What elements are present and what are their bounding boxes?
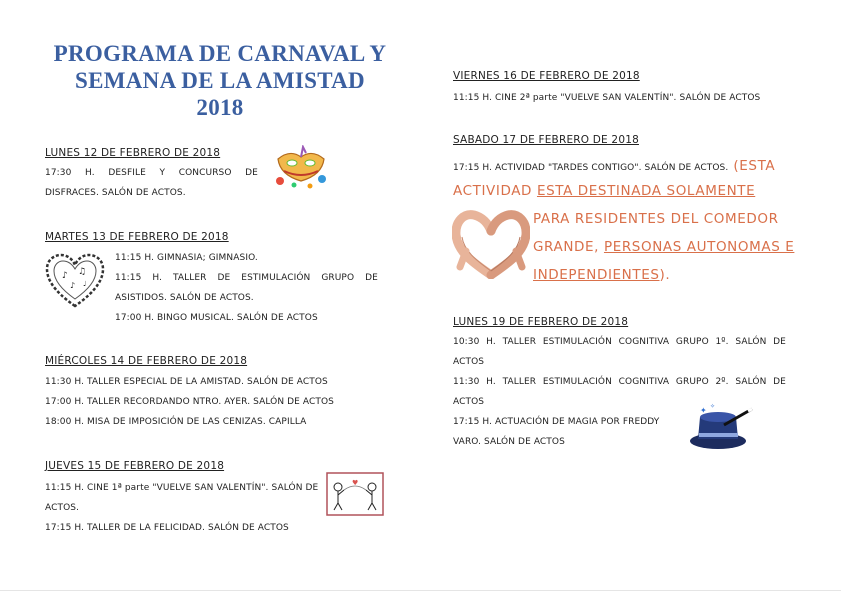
word: SALÓN xyxy=(735,337,767,347)
miercoles14-line-3: 18:00 H. MISA DE IMPOSICIÓN DE LAS CENIZAS. CAPILLA xyxy=(45,417,307,427)
highlight-text: ). xyxy=(659,267,671,283)
highlight-underlined: ESTA DESTINADA SOLAMENTE xyxy=(536,183,756,199)
word: DE xyxy=(245,168,258,178)
word: DE xyxy=(365,273,378,283)
martes13-line-2 xyxy=(115,273,378,283)
jueves15-line-1: 11:15 H. CINE 1ª parte "VUELVE SAN VALENTÍN". SALÓN DE xyxy=(45,483,319,493)
highlight-text: ACTIVIDAD xyxy=(453,183,533,199)
jueves15-line-2: ACTOS. xyxy=(45,503,80,513)
martes13-line-1: 11:15 H. GIMNASIA; GIMNASIO. xyxy=(115,253,258,263)
word: COGNITIVA xyxy=(618,337,670,347)
highlight-underlined: PERSONAS AUTONOMAS E xyxy=(603,239,795,255)
word: TALLER xyxy=(502,377,537,387)
section-header-lunes-12: LUNES 12 DE FEBRERO DE 2018 xyxy=(45,147,221,159)
word: CONCURSO xyxy=(178,168,232,178)
svg-text:♪: ♪ xyxy=(70,281,76,290)
section-header-viernes-16: VIERNES 16 DE FEBRERO DE 2018 xyxy=(453,70,640,82)
section-header-jueves-15: JUEVES 15 DE FEBRERO DE 2018 xyxy=(45,460,225,472)
lunes19-line-4: ACTOS xyxy=(453,397,485,407)
word: 1º. xyxy=(715,337,729,347)
svg-text:✧: ✧ xyxy=(710,403,716,410)
bottom-divider xyxy=(0,590,841,591)
word: 17:30 xyxy=(45,168,72,178)
sabado17-big-line-5 xyxy=(533,267,670,283)
word: 11:15 xyxy=(115,273,142,283)
word: SALÓN xyxy=(735,377,767,387)
miercoles14-line-2: 17:00 H. TALLER RECORDANDO NTRO. AYER. SALÓN DE ACTOS xyxy=(45,397,334,407)
word: 2º. xyxy=(715,377,729,387)
martes13-line-3: ASISTIDOS. SALÓN DE ACTOS. xyxy=(115,293,254,303)
sabado17-text: 17:15 H. ACTIVIDAD "TARDES CONTIGO". SALÓN DE ACTOS. xyxy=(453,163,729,173)
jueves15-line-3: 17:15 H. TALLER DE LA FELICIDAD. SALÓN DE ACTOS xyxy=(45,523,289,533)
word: DESFILE xyxy=(108,168,146,178)
highlight-underlined: INDEPENDIENTES xyxy=(533,267,660,283)
title-line-1: PROGRAMA DE CARNAVAL Y xyxy=(53,41,387,66)
svg-text:♥: ♥ xyxy=(352,479,359,487)
word: GRUPO xyxy=(675,337,709,347)
viernes16-line-1: 11:15 H. CINE 2ª parte "VUELVE SAN VALENTÍN". SALÓN DE ACTOS xyxy=(453,93,761,103)
friendship-phone-icon xyxy=(326,472,384,516)
word: Y xyxy=(159,168,166,178)
sabado17-big-line-2 xyxy=(453,183,755,199)
section-header-martes-13: MARTES 13 DE FEBRERO DE 2018 xyxy=(45,231,229,243)
lunes19-line-2: ACTOS xyxy=(453,357,485,367)
word: DE xyxy=(217,273,231,283)
word: GRUPO xyxy=(675,377,709,387)
word: DE xyxy=(773,337,786,347)
miercoles14-line-1: 11:30 H. TALLER ESPECIAL DE LA AMISTAD. SALÓN DE ACTOS xyxy=(45,377,328,387)
word: DE xyxy=(773,377,786,387)
magic-hat-icon xyxy=(688,403,756,453)
section-header-sabado-17: SABADO 17 DE FEBRERO DE 2018 xyxy=(453,134,639,146)
word: 11:30 xyxy=(453,377,480,387)
highlight-text: (ESTA xyxy=(733,158,776,174)
svg-text:✦: ✦ xyxy=(700,406,707,415)
word: COGNITIVA xyxy=(618,377,670,387)
word: ESTIMULACIÓN xyxy=(542,377,612,387)
sabado17-big-line-4 xyxy=(533,239,794,255)
word: 10:30 xyxy=(453,337,480,347)
lunes19-line-5: 17:15 H. ACTUACIÓN DE MAGIA POR FREDDY xyxy=(453,417,660,427)
svg-text:♩: ♩ xyxy=(83,280,87,288)
martes13-line-4: 17:00 H. BINGO MUSICAL. SALÓN DE ACTOS xyxy=(115,313,318,323)
sabado17-big-line-3: PARA RESIDENTES DEL COMEDOR xyxy=(533,211,779,227)
word: ESTIMULACIÓN xyxy=(542,337,612,347)
word: ESTIMULACIÓN xyxy=(241,273,311,283)
heart-hands-icon xyxy=(452,207,530,279)
svg-text:♪: ♪ xyxy=(62,271,68,281)
title-line-2: SEMANA DE LA AMISTAD xyxy=(75,68,365,93)
lunes12-line-2: DISFRACES. SALÓN DE ACTOS. xyxy=(45,188,186,198)
lunes19-line-1 xyxy=(453,337,786,347)
word: H. xyxy=(486,377,496,387)
word: H. xyxy=(85,168,95,178)
title-line-3: 2018 xyxy=(196,95,244,120)
word: TALLER xyxy=(502,337,537,347)
section-header-miercoles-14: MIÉRCOLES 14 DE FEBRERO DE 2018 xyxy=(45,355,248,367)
page-title xyxy=(30,40,410,121)
word: H. xyxy=(486,337,496,347)
lunes12-line-1 xyxy=(45,168,258,178)
word: GRUPO xyxy=(321,273,355,283)
highlight-text: GRANDE, xyxy=(533,239,600,255)
sabado17-line-1 xyxy=(453,155,775,174)
word: H. xyxy=(152,273,163,283)
section-header-lunes-19: LUNES 19 DE FEBRERO DE 2018 xyxy=(453,316,629,328)
music-heart-icon xyxy=(44,252,106,310)
word: TALLER xyxy=(173,273,207,283)
carnival-mask-icon xyxy=(270,145,332,190)
svg-text:♫: ♫ xyxy=(78,267,87,277)
lunes19-line-3 xyxy=(453,377,786,387)
lunes19-line-6: VARO. SALÓN DE ACTOS xyxy=(453,437,565,447)
